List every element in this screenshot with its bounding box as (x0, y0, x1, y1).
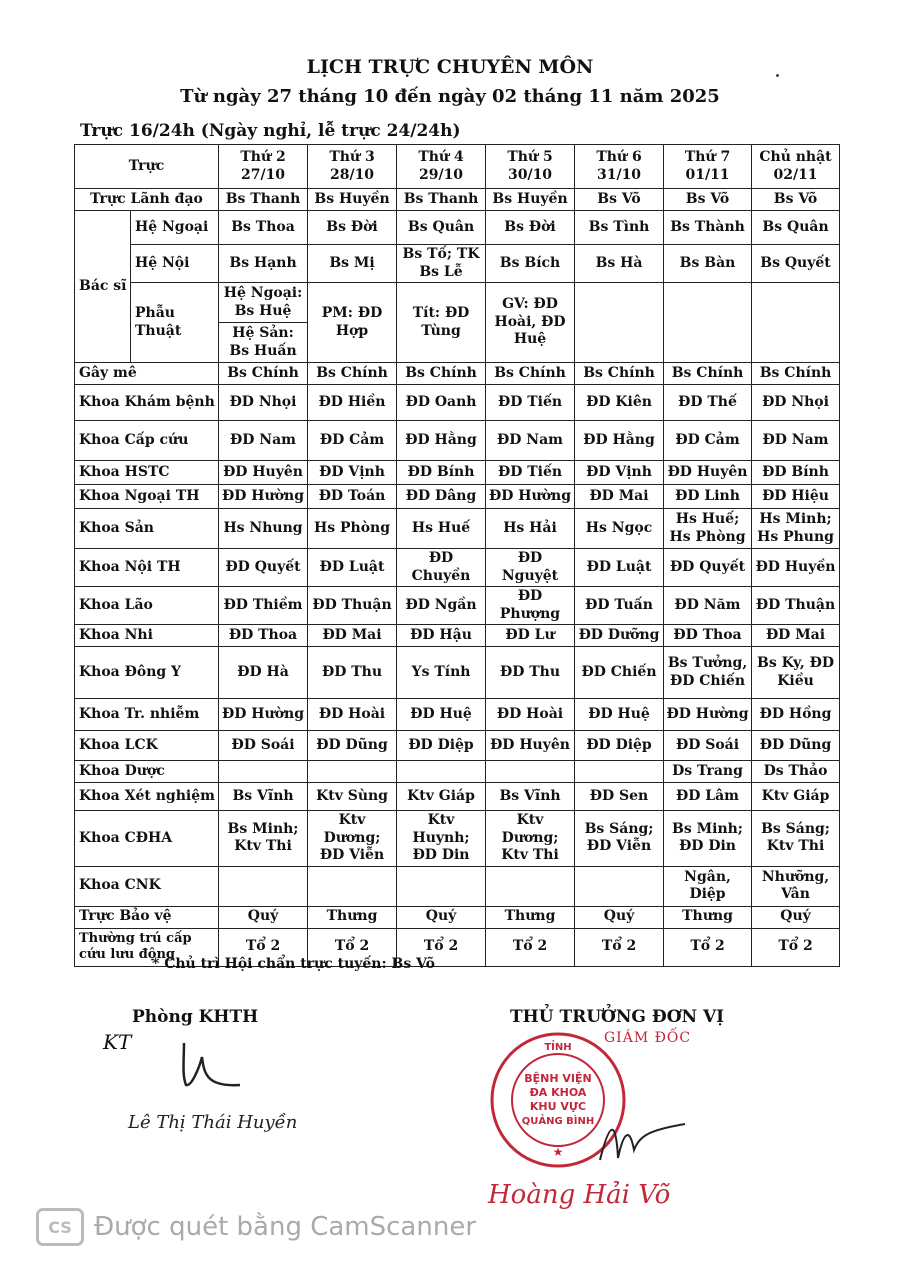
day-name: Thứ 7 (684, 149, 731, 165)
schedule-cell: ĐD Hoài (486, 699, 575, 731)
schedule-cell: ĐD Tiến (486, 461, 575, 485)
schedule-cell: ĐD Huệ (575, 699, 664, 731)
schedule-cell: Bs Chính (575, 363, 664, 385)
schedule-cell: ĐD Dũng (752, 731, 840, 761)
schedule-cell: ĐD Luật (575, 549, 664, 587)
schedule-cell: Thưng (664, 906, 752, 928)
schedule-cell: GV: ĐD Hoài, ĐD Huệ (486, 283, 575, 363)
department-row (75, 485, 840, 509)
schedule-cell: ĐD Ngần (397, 587, 486, 625)
left-signature-title: Phòng KHTH (132, 1007, 259, 1027)
doctor-row (75, 211, 840, 245)
svg-text:KHU VỰC: KHU VỰC (529, 1100, 587, 1113)
schedule-cell: Ktv Dương; Ktv Thi (486, 811, 575, 867)
shift-subtitle: Trực 16/24h (Ngày nghỉ, lễ trực 24/24h) (80, 121, 461, 141)
doctor-sub-label: Hệ Ngoại (131, 211, 219, 245)
schedule-cell: Bs Vĩnh (219, 783, 308, 811)
schedule-cell: ĐD Diệp (575, 731, 664, 761)
schedule-cell: ĐD Hường (486, 485, 575, 509)
row-label: Khoa Lão (75, 587, 219, 625)
schedule-cell (219, 283, 308, 363)
schedule-cell: Thưng (308, 906, 397, 928)
schedule-cell: ĐD Hường (219, 485, 308, 509)
schedule-cell: ĐD Oanh (397, 385, 486, 421)
schedule-cell: Bs Đời (486, 211, 575, 245)
row-label: Thường trú cấp cứu lưu động (75, 928, 219, 966)
row-label: Khoa LCK (75, 731, 219, 761)
department-row (75, 509, 840, 549)
schedule-cell: ĐD Tuấn (575, 587, 664, 625)
department-row (75, 587, 840, 625)
schedule-cell: Bs Bích (486, 245, 575, 283)
schedule-cell: ĐD Huyên (219, 461, 308, 485)
schedule-cell: Tổ 2 (397, 928, 486, 966)
svg-text:BỆNH VIỆN: BỆNH VIỆN (524, 1072, 592, 1085)
schedule-cell: Ds Thảo (752, 761, 840, 783)
schedule-cell: Bs Tố; TK Bs Lễ (397, 245, 486, 283)
day-name: Chủ nhật (759, 149, 832, 165)
schedule-cell: Bs Tình (575, 211, 664, 245)
svg-text:QUẢNG BÌNH: QUẢNG BÌNH (521, 1116, 595, 1127)
row-label: Khoa CNK (75, 866, 219, 906)
schedule-cell: ĐD Huyên (486, 731, 575, 761)
schedule-cell (486, 761, 575, 783)
handwritten-signature-left (170, 1035, 250, 1095)
department-row (75, 421, 840, 461)
schedule-cell: Bs Minh; ĐD Din (664, 811, 752, 867)
doctor-row (75, 245, 840, 283)
schedule-cell: Bs Hà (575, 245, 664, 283)
schedule-cell: ĐD Sen (575, 783, 664, 811)
schedule-cell: ĐD Hường (219, 699, 308, 731)
schedule-cell: ĐD Mai (575, 485, 664, 509)
schedule-cell: Bs Hạnh (219, 245, 308, 283)
schedule-cell (486, 866, 575, 906)
schedule-cell: Ds Trang (664, 761, 752, 783)
schedule-cell: Tổ 2 (752, 928, 840, 966)
row-label: Khoa Nhi (75, 625, 219, 647)
row-label: Trực Lãnh đạo (75, 189, 219, 211)
schedule-cell: ĐD Hiệu (752, 485, 840, 509)
schedule-cell: Bs Chính (397, 363, 486, 385)
row-label: Khoa Ngoại TH (75, 485, 219, 509)
schedule-cell: Tổ 2 (575, 928, 664, 966)
row-label: Khoa HSTC (75, 461, 219, 485)
schedule-cell: ĐD Vịnh (308, 461, 397, 485)
duty-schedule-table (74, 144, 840, 967)
schedule-cell: ĐD Mai (752, 625, 840, 647)
department-row (75, 363, 840, 385)
schedule-cell (397, 866, 486, 906)
schedule-cell: ĐD Lư (486, 625, 575, 647)
schedule-cell: ĐD Hằng (397, 421, 486, 461)
schedule-cell: Ktv Giáp (752, 783, 840, 811)
schedule-cell (752, 283, 840, 363)
schedule-cell: ĐD Nguyệt (486, 549, 575, 587)
camscanner-logo-icon: CS (36, 1208, 84, 1246)
schedule-cell: ĐD Thuận (308, 587, 397, 625)
row-label: Gây mê (75, 363, 219, 385)
svg-text:ĐA KHOA: ĐA KHOA (529, 1086, 587, 1099)
schedule-cell: Tổ 2 (664, 928, 752, 966)
row-label: Khoa Dược (75, 761, 219, 783)
schedule-cell: ĐD Hiền (308, 385, 397, 421)
schedule-cell: ĐD Thoa (219, 625, 308, 647)
day-date: 30/10 (507, 166, 553, 183)
schedule-cell: ĐD Năm (664, 587, 752, 625)
schedule-cell (219, 761, 308, 783)
schedule-cell: ĐD Quyết (219, 549, 308, 587)
day-name: Thứ 3 (329, 149, 375, 165)
schedule-cell: ĐD Nam (219, 421, 308, 461)
row-label: Khoa Tr. nhiễm (75, 699, 219, 731)
svg-text:★: ★ (552, 1145, 564, 1159)
schedule-cell: Bs Chính (486, 363, 575, 385)
camscanner-watermark (36, 1208, 476, 1246)
schedule-cell (575, 761, 664, 783)
row-label: Khoa Xét nghiệm (75, 783, 219, 811)
schedule-cell: Bs Ky, ĐD Kiều (752, 647, 840, 699)
schedule-cell: ĐD Dâng (397, 485, 486, 509)
schedule-cell: Tít: ĐD Tùng (397, 283, 486, 363)
schedule-cell: Ktv Huynh; ĐD Din (397, 811, 486, 867)
schedule-cell (397, 761, 486, 783)
schedule-cell: ĐD Phượng (486, 587, 575, 625)
schedule-cell: Bs Đời (308, 211, 397, 245)
schedule-cell: ĐD Thu (308, 647, 397, 699)
schedule-cell: Bs Võ (664, 189, 752, 211)
schedule-cell: ĐD Chiến (575, 647, 664, 699)
schedule-cell (308, 761, 397, 783)
schedule-cell: ĐD Soái (664, 731, 752, 761)
schedule-cell (575, 866, 664, 906)
document-title: LỊCH TRỰC CHUYÊN MÔN (306, 56, 594, 78)
day-date: 28/10 (329, 166, 375, 183)
department-row (75, 461, 840, 485)
schedule-cell: PM: ĐD Hợp (308, 283, 397, 363)
schedule-cell: Bs Thành (664, 211, 752, 245)
row-label: Khoa CĐHA (75, 811, 219, 867)
schedule-cell (575, 283, 664, 363)
doctor-row (75, 283, 840, 363)
schedule-cell: Quý (397, 906, 486, 928)
corner-label: Trực (75, 145, 219, 189)
row-label: Khoa Sản (75, 509, 219, 549)
schedule-cell: Thưng (486, 906, 575, 928)
department-row (75, 731, 840, 761)
day-date: 02/11 (773, 166, 818, 183)
right-signature-title: THỦ TRƯỞNG ĐƠN VỊ (510, 1007, 725, 1027)
day-header (752, 145, 840, 189)
schedule-cell: ĐD Soái (219, 731, 308, 761)
leader-row (75, 189, 840, 211)
department-row (75, 625, 840, 647)
schedule-cell: ĐD Toán (308, 485, 397, 509)
day-name: Thứ 2 (240, 149, 286, 165)
schedule-cell: Bs Huyền (308, 189, 397, 211)
department-row (75, 783, 840, 811)
schedule-cell: Bs Huyền (486, 189, 575, 211)
row-label: Khoa Khám bệnh (75, 385, 219, 421)
schedule-cell: ĐD Kiên (575, 385, 664, 421)
schedule-cell: ĐD Huyên (664, 461, 752, 485)
day-header (308, 145, 397, 189)
day-date: 01/11 (685, 166, 730, 183)
schedule-cell: Bs Chính (308, 363, 397, 385)
day-header (219, 145, 308, 189)
department-row (75, 699, 840, 731)
schedule-cell: ĐD Luật (308, 549, 397, 587)
schedule-cell: ĐD Lâm (664, 783, 752, 811)
watermark-text: Được quét bằng CamScanner (94, 1212, 477, 1242)
doctor-group-label: Bác sĩ (75, 211, 131, 363)
row-label: Khoa Cấp cứu (75, 421, 219, 461)
department-row (75, 811, 840, 867)
left-signer-name: Lê Thị Thái Huyền (128, 1112, 298, 1133)
schedule-cell: Quý (575, 906, 664, 928)
schedule-cell: Bs Quân (397, 211, 486, 245)
schedule-cell: ĐD Dưỡng (575, 625, 664, 647)
schedule-cell (664, 283, 752, 363)
schedule-cell (308, 866, 397, 906)
surgery-cell-top: Hệ Ngoại: Bs Huệ (219, 283, 307, 323)
schedule-cell: ĐD Thiềm (219, 587, 308, 625)
schedule-cell: ĐD Cảm (308, 421, 397, 461)
schedule-cell: ĐD Thế (664, 385, 752, 421)
schedule-cell: Nhưỡng, Vân (752, 866, 840, 906)
schedule-cell: Hs Hải (486, 509, 575, 549)
schedule-cell: ĐD Hà (219, 647, 308, 699)
schedule-cell: Ktv Dương; ĐD Viễn (308, 811, 397, 867)
handwritten-signature-right (590, 1110, 700, 1170)
schedule-cell: ĐD Dũng (308, 731, 397, 761)
schedule-cell: ĐD Cảm (664, 421, 752, 461)
svg-text:TỈNH: TỈNH (544, 1042, 572, 1053)
schedule-cell: ĐD Hoài (308, 699, 397, 731)
day-name: Thứ 5 (507, 149, 553, 165)
schedule-cell: ĐD Nhọi (219, 385, 308, 421)
schedule-cell: Hs Huế; Hs Phòng (664, 509, 752, 549)
schedule-cell: ĐD Bính (752, 461, 840, 485)
schedule-cell: Tổ 2 (486, 928, 575, 966)
header-row (75, 145, 840, 189)
schedule-cell: Hs Minh; Hs Phung (752, 509, 840, 549)
doctor-sub-label: Hệ Nội (131, 245, 219, 283)
note: * Chủ trì Hội chẩn trực tuyến: Bs Võ (152, 956, 436, 972)
schedule-cell: Hs Ngọc (575, 509, 664, 549)
row-label: Trực Bảo vệ (75, 906, 219, 928)
surgery-cell-bottom: Hệ Sản: Bs Huấn (229, 325, 297, 359)
schedule-cell: Bs Chính (664, 363, 752, 385)
schedule-cell: Bs Tưởng, ĐD Chiến (664, 647, 752, 699)
schedule-cell: ĐD Thoa (664, 625, 752, 647)
schedule-cell: ĐD Thu (486, 647, 575, 699)
schedule-cell: ĐD Hậu (397, 625, 486, 647)
row-label: Khoa Đông Y (75, 647, 219, 699)
schedule-cell: ĐD Huyền (752, 549, 840, 587)
schedule-cell: Bs Quyết (752, 245, 840, 283)
schedule-cell: ĐD Nam (752, 421, 840, 461)
schedule-cell: Ys Tính (397, 647, 486, 699)
schedule-cell: ĐD Tiến (486, 385, 575, 421)
schedule-cell: ĐD Nam (486, 421, 575, 461)
department-row (75, 906, 840, 928)
day-header (486, 145, 575, 189)
schedule-cell: ĐD Nhọi (752, 385, 840, 421)
schedule-cell: Quý (219, 906, 308, 928)
schedule-cell: ĐD Vịnh (575, 461, 664, 485)
schedule-cell: Ngân, Diệp (664, 866, 752, 906)
schedule-cell: Hs Nhung (219, 509, 308, 549)
department-row (75, 549, 840, 587)
schedule-cell: Bs Sáng; Ktv Thi (752, 811, 840, 867)
schedule-cell: Bs Vĩnh (486, 783, 575, 811)
day-header (397, 145, 486, 189)
director-role: GIÁM ĐỐC (604, 1030, 692, 1046)
row-label: Khoa Nội TH (75, 549, 219, 587)
department-row (75, 385, 840, 421)
schedule-cell: Bs Sáng; ĐD Viễn (575, 811, 664, 867)
schedule-cell: ĐD Chuyền (397, 549, 486, 587)
department-row (75, 647, 840, 699)
schedule-cell: ĐD Quyết (664, 549, 752, 587)
day-date: 31/10 (596, 166, 642, 183)
schedule-cell: ĐD Mai (308, 625, 397, 647)
schedule-cell: Bs Thanh (397, 189, 486, 211)
schedule-cell: Bs Võ (752, 189, 840, 211)
doctor-sub-label: Phẫu Thuật (131, 283, 219, 363)
schedule-cell: Bs Chính (752, 363, 840, 385)
day-header (664, 145, 752, 189)
schedule-cell: ĐD Hằng (575, 421, 664, 461)
schedule-cell: ĐD Bính (397, 461, 486, 485)
schedule-cell: Ktv Giáp (397, 783, 486, 811)
department-row (75, 866, 840, 906)
schedule-cell: ĐD Thuận (752, 587, 840, 625)
kt-prefix: KT (103, 1030, 132, 1054)
department-row (75, 761, 840, 783)
schedule-cell: ĐD Linh (664, 485, 752, 509)
day-date: 29/10 (418, 166, 464, 183)
day-date: 27/10 (240, 166, 286, 183)
schedule-cell: Bs Võ (575, 189, 664, 211)
schedule-cell: Hs Huế (397, 509, 486, 549)
schedule-cell: Hs Phòng (308, 509, 397, 549)
date-range: Từ ngày 27 tháng 10 đến ngày 02 tháng 11 năm 2025 (180, 86, 720, 107)
schedule-cell: Bs Thanh (219, 189, 308, 211)
day-name: Thứ 4 (418, 149, 464, 165)
schedule-cell: Ktv Sùng (308, 783, 397, 811)
schedule-cell: ĐD Huệ (397, 699, 486, 731)
schedule-cell: Bs Minh; Ktv Thi (219, 811, 308, 867)
day-header (575, 145, 664, 189)
schedule-cell: Tổ 2 (219, 928, 308, 966)
schedule-cell: Bs Thoa (219, 211, 308, 245)
schedule-cell: ĐD Hồng (752, 699, 840, 731)
schedule-cell: ĐD Diệp (397, 731, 486, 761)
schedule-cell: Bs Bàn (664, 245, 752, 283)
director-name: Hoàng Hải Võ (488, 1180, 671, 1210)
schedule-cell (219, 866, 308, 906)
schedule-cell: Bs Chính (219, 363, 308, 385)
schedule-cell: Bs Mị (308, 245, 397, 283)
schedule-cell: Quý (752, 906, 840, 928)
schedule-cell: Tổ 2 (308, 928, 397, 966)
day-name: Thứ 6 (596, 149, 642, 165)
schedule-cell: Bs Quân (752, 211, 840, 245)
schedule-cell: ĐD Hường (664, 699, 752, 731)
